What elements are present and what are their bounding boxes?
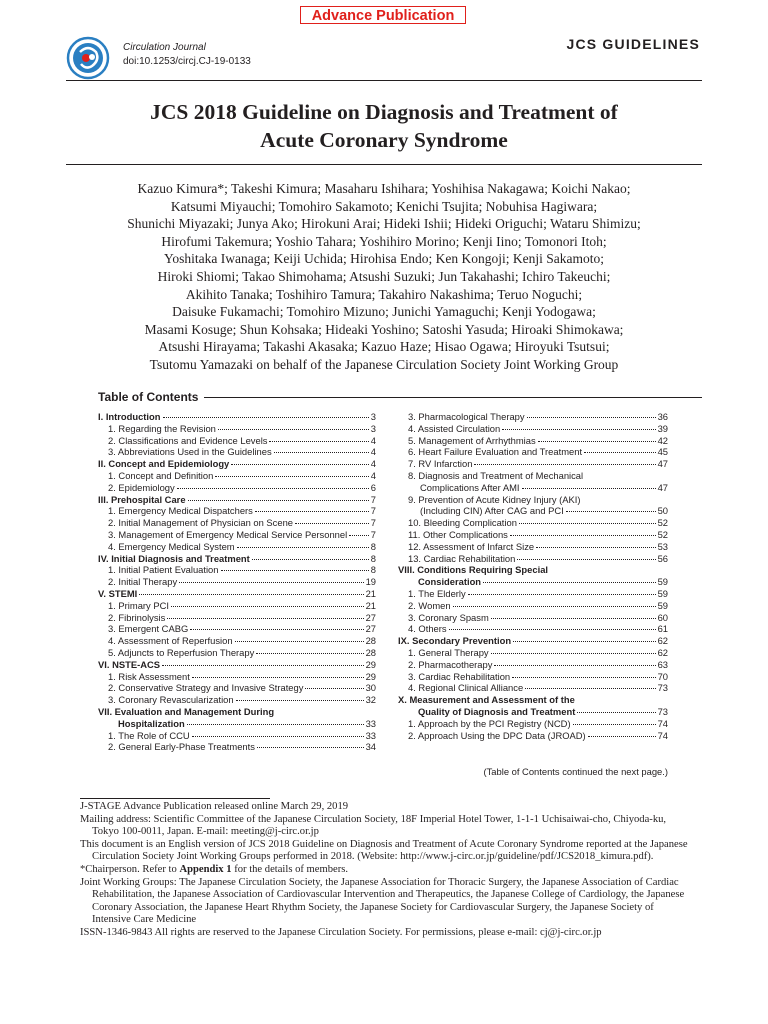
toc-entry[interactable]: [98, 458, 376, 470]
toc-entry[interactable]: [98, 623, 376, 635]
advance-publication-banner: Advance Publication: [300, 6, 466, 24]
toc-entry-page: 74: [657, 717, 668, 729]
toc-leader: [510, 535, 656, 536]
toc-entry[interactable]: [398, 600, 668, 612]
toc-entry-title: 1. Initial Patient Evaluation: [108, 564, 219, 576]
toc-entry-title: 3. Management of Emergency Medical Service Personnel: [108, 528, 348, 540]
chair-prefix: *Chairperson. Refer to: [80, 863, 180, 875]
toc-entry-title: Hospitalization: [118, 717, 185, 729]
toc-entry[interactable]: [98, 423, 376, 435]
toc-entry[interactable]: [398, 494, 668, 506]
journal-info: [123, 41, 251, 69]
author-line: Hiroki Shiomi; Takao Shimohama; Atsushi Suzuki; Jun Takahashi; Ichiro Takeuchi;: [157, 268, 611, 284]
toc-entry-title: 3. Emergent CABG: [108, 623, 189, 635]
toc-leader: [231, 464, 369, 465]
toc-entry-page: 32: [365, 694, 376, 706]
toc-leader: [468, 594, 656, 595]
toc-entry-page: 8: [370, 564, 376, 576]
toc-leader: [274, 452, 369, 453]
toc-leader: [527, 417, 656, 418]
footnote-chair: [80, 864, 688, 877]
toc-entry-page: 52: [657, 517, 668, 529]
toc-entry-page: 6: [370, 481, 376, 493]
author-line: Katsumi Miyauchi; Tomohiro Sakamoto; Kenichi Tsujita; Nobuhisa Hagiwara;: [170, 198, 598, 214]
toc-entry[interactable]: [98, 411, 376, 423]
toc-entry[interactable]: [398, 647, 668, 659]
toc-leader: [588, 736, 656, 737]
toc-entry-title: 9. Prevention of Acute Kidney Injury (AKI): [408, 493, 581, 505]
toc-entry-title: 1. The Role of CCU: [108, 729, 190, 741]
toc-leader: [577, 712, 655, 713]
toc-entry-page: 3: [370, 411, 376, 422]
toc-entry-page: 73: [657, 682, 668, 694]
toc-entry-title: 4. Assessment of Reperfusion: [108, 635, 233, 647]
toc-entry[interactable]: [398, 588, 668, 600]
author-line: Kazuo Kimura*; Takeshi Kimura; Masaharu Ishihara; Yoshihisa Nakagawa; Koichi Nakao;: [137, 181, 631, 196]
toc-entry-title: 1. Approach by the PCI Registry (NCD): [408, 717, 571, 729]
toc-entry-page: 7: [370, 493, 376, 505]
toc-entry[interactable]: [98, 553, 376, 565]
toc-entry[interactable]: [398, 446, 668, 458]
toc-entry-title: 3. Coronary Spasm: [408, 611, 489, 623]
toc-entry[interactable]: [98, 435, 376, 447]
toc-entry-title: 1. The Elderly: [408, 587, 466, 599]
toc-entry-page: 70: [657, 670, 668, 682]
toc-entry[interactable]: [398, 718, 668, 730]
toc-leader: [269, 441, 368, 442]
toc-leader: [474, 464, 655, 465]
toc-entry[interactable]: [398, 623, 668, 635]
appendix-link[interactable]: Appendix 1: [179, 863, 232, 875]
toc-entry-page: 8: [370, 540, 376, 552]
toc-entry[interactable]: [98, 470, 376, 482]
toc-entry-page: 27: [365, 623, 376, 635]
toc-entry-page: 7: [370, 528, 376, 540]
toc-leader: [171, 606, 364, 607]
toc-entry-title: 2. Fibrinolysis: [108, 611, 166, 623]
toc-leader: [517, 559, 655, 560]
toc-leader: [491, 618, 656, 619]
toc-entry-page: 47: [657, 458, 668, 470]
toc-leader: [235, 641, 364, 642]
toc-entry-title: V. STEMI: [98, 587, 138, 599]
toc-entry-title: 7. RV Infarction: [408, 458, 473, 470]
toc-entry-title: 13. Cardiac Rehabilitation: [408, 552, 516, 564]
toc-leader: [584, 452, 656, 453]
toc-entry[interactable]: [98, 659, 376, 671]
toc-entry-title: I. Introduction: [98, 411, 161, 422]
toc-entry[interactable]: [398, 458, 668, 470]
toc-entry[interactable]: [398, 411, 668, 423]
toc-entry-title: 3. Abbreviations Used in the Guidelines: [108, 446, 272, 458]
toc-entry-title: 2. Initial Management of Physician on Scene: [108, 517, 294, 529]
toc-entry[interactable]: [98, 647, 376, 659]
toc-entry-title: IX. Secondary Prevention: [398, 635, 512, 647]
title-divider: [66, 164, 702, 165]
toc-entry-title: Consideration: [418, 576, 482, 588]
toc-leader: [255, 511, 369, 512]
toc-leader: [215, 476, 369, 477]
toc-leader: [573, 724, 656, 725]
toc-entry-title: 1. General Therapy: [408, 646, 489, 658]
footnote-divider: [80, 798, 270, 799]
toc-entry-page: 29: [365, 658, 376, 670]
toc-entry[interactable]: [398, 423, 668, 435]
toc-entry-page: 59: [657, 599, 668, 611]
toc-entry[interactable]: [398, 682, 668, 694]
toc-entry-title: VII. Evaluation and Management During: [98, 705, 275, 717]
toc-entry-title: 8. Diagnosis and Treatment of Mechanical: [408, 469, 584, 481]
toc-entry-page: 33: [365, 717, 376, 729]
toc-entry-page: 4: [370, 434, 376, 446]
chair-suffix: for the details of members.: [231, 863, 349, 875]
toc-entry-title: 1. Emergency Medical Dispatchers: [108, 505, 253, 517]
toc-entry-title: 11. Other Complications: [408, 528, 508, 540]
author-line: Shunichi Miyazaki; Junya Ako; Hirokuni Arai; Hideki Ishii; Hideki Origuchi; Wataru Shimizu;: [127, 216, 641, 232]
toc-entry[interactable]: [398, 612, 668, 624]
toc-entry-page: 56: [657, 552, 668, 564]
toc-entry-page: 19: [365, 576, 376, 588]
toc-entry-page: 50: [657, 505, 668, 517]
toc-entry-title: 4. Assisted Circulation: [408, 422, 501, 434]
toc-leader: [494, 665, 655, 666]
toc-entry-page: 36: [657, 411, 668, 422]
toc-entry-title: 5. Management of Arrhythmias: [408, 434, 536, 446]
toc-leader: [305, 688, 363, 689]
toc-entry-page: 4: [370, 458, 376, 470]
toc-leader: [295, 523, 369, 524]
toc-entry[interactable]: [98, 730, 376, 742]
toc-entry[interactable]: [398, 482, 668, 494]
toc-leader: [483, 582, 656, 583]
toc-entry[interactable]: [98, 682, 376, 694]
toc-column-right: [398, 411, 668, 741]
toc-leader: [167, 618, 363, 619]
toc-entry[interactable]: [98, 482, 376, 494]
toc-entry[interactable]: [398, 505, 668, 517]
title-line: Acute Coronary Syndrome: [260, 128, 508, 152]
footnote-mailing: Mailing address: Scientific Committee of the Japanese Circulation Society, 18F Imperial Hotel Tower, 1-1-1 Uchisaiwai-cho, Chiyoda-ku, Tokyo 100-0011, Japan. E-mail: meeting@j-circ.or.jp: [80, 813, 667, 838]
toc-entry-title: 12. Assessment of Infarct Size: [408, 540, 535, 552]
toc-entry-title: 2. Epidemiology: [108, 481, 175, 493]
toc-leader: [257, 747, 364, 748]
toc-leader: [453, 606, 656, 607]
footnote-english-version: This document is an English version of JCS 2018 Guideline on Diagnosis and Treatment of Acute Coronary Syndrome reported at the Japanese Circulation Society Joint Working Groups performed in 2018. (Website: http://www.j-circ.or.jp/guideline/pdf/JCS2018_kimura.pdf).: [80, 838, 688, 863]
toc-entry-page: 28: [365, 635, 376, 647]
toc-entry[interactable]: [98, 706, 376, 718]
toc-entry-page: 62: [657, 646, 668, 658]
toc-leader: [519, 523, 656, 524]
toc-entry-title: III. Prehospital Care: [98, 493, 186, 505]
toc-entry-page: 27: [365, 611, 376, 623]
toc-entry[interactable]: [98, 671, 376, 683]
toc-entry-title: 1. Risk Assessment: [108, 670, 190, 682]
toc-heading: [98, 388, 702, 406]
title-line: JCS 2018 Guideline on Diagnosis and Treatment of: [150, 100, 618, 124]
toc-entry-title: X. Measurement and Assessment of the: [398, 694, 575, 706]
toc-entry-title: Complications After AMI: [420, 481, 520, 493]
journal-name: Circulation Journal: [123, 42, 206, 53]
toc-entry-title: 2. Conservative Strategy and Invasive Strategy: [108, 682, 304, 694]
toc-entry[interactable]: [398, 541, 668, 553]
author-line: Daisuke Fukamachi; Tomohiro Mizuno; Junichi Yamaguchi; Kenji Yodogawa;: [172, 304, 596, 320]
journal-doi[interactable]: doi:10.1253/circj.CJ-19-0133: [123, 56, 251, 67]
toc-entry-title: 2. Approach Using the DPC Data (JROAD): [408, 729, 586, 741]
toc-leader: [192, 677, 364, 678]
toc-entry[interactable]: [398, 706, 668, 718]
toc-entry-title: Quality of Diagnosis and Treatment: [418, 705, 576, 717]
toc-entry[interactable]: [98, 576, 376, 588]
toc-entry[interactable]: [98, 718, 376, 730]
toc-entry-page: 4: [370, 446, 376, 458]
toc-leader: [449, 629, 656, 630]
toc-entry-page: 8: [370, 552, 376, 564]
toc-entry-page: 61: [657, 623, 668, 635]
toc-leader: [536, 547, 655, 548]
toc-entry-page: 62: [657, 635, 668, 647]
toc-leader: [221, 570, 369, 571]
toc-leader: [236, 700, 364, 701]
toc-leader: [522, 488, 656, 489]
toc-entry-page: 59: [657, 587, 668, 599]
toc-entry[interactable]: [398, 470, 668, 482]
toc-leader: [491, 653, 656, 654]
toc-entry-page: 21: [365, 599, 376, 611]
toc-entry[interactable]: [398, 564, 668, 576]
toc-entry-page: 74: [657, 729, 668, 741]
toc-leader: [566, 511, 656, 512]
toc-entry-title: (Including CIN) After CAG and PCI: [420, 505, 564, 517]
toc-entry[interactable]: [98, 741, 376, 753]
toc-entry-title: 10. Bleeding Complication: [408, 517, 517, 529]
toc-heading-label: Table of Contents: [98, 390, 204, 404]
toc-entry-page: 7: [370, 517, 376, 529]
toc-leader: [190, 629, 363, 630]
toc-entry-page: 63: [657, 658, 668, 670]
toc-entry-title: 3. Coronary Revascularization: [108, 694, 234, 706]
toc-entry-page: 29: [365, 670, 376, 682]
toc-leader: [162, 665, 364, 666]
author-list: [66, 180, 702, 374]
toc-entry-title: 2. Classifications and Evidence Levels: [108, 434, 268, 446]
header-divider: [66, 80, 702, 81]
toc-column-left: [98, 411, 376, 753]
toc-entry[interactable]: [98, 505, 376, 517]
toc-entry[interactable]: [398, 659, 668, 671]
toc-entry-page: 34: [365, 741, 376, 753]
toc-leader: [188, 500, 369, 501]
toc-entry-title: 4. Regional Clinical Alliance: [408, 682, 524, 694]
toc-entry-title: IV. Initial Diagnosis and Treatment: [98, 552, 250, 564]
toc-entry-page: 73: [657, 705, 668, 717]
toc-entry-page: 33: [365, 729, 376, 741]
toc-leader: [256, 653, 363, 654]
toc-entry-page: 4: [370, 469, 376, 481]
toc-entry-title: 1. Primary PCI: [108, 599, 169, 611]
toc-leader: [237, 547, 369, 548]
toc-entry-title: 4. Others: [408, 623, 447, 635]
toc-entry[interactable]: [98, 600, 376, 612]
toc-entry[interactable]: [398, 553, 668, 565]
section-label: JCS GUIDELINES: [566, 36, 700, 52]
toc-entry[interactable]: [98, 635, 376, 647]
toc-entry[interactable]: [398, 671, 668, 683]
toc-entry[interactable]: [98, 541, 376, 553]
toc-entry-title: 2. Pharmacotherapy: [408, 658, 493, 670]
toc-leader: [538, 441, 656, 442]
toc-entry-page: 59: [657, 576, 668, 588]
toc-leader: [179, 582, 363, 583]
toc-entry-title: 5. Adjuncts to Reperfusion Therapy: [108, 646, 255, 658]
toc-entry[interactable]: [98, 612, 376, 624]
toc-entry[interactable]: [98, 588, 376, 600]
toc-entry-page: 7: [370, 505, 376, 517]
toc-entry-title: II. Concept and Epidemiology: [98, 458, 230, 470]
toc-entry-title: 1. Concept and Definition: [108, 469, 214, 481]
toc-entry[interactable]: [98, 529, 376, 541]
author-line: Akihito Tanaka; Toshihiro Tamura; Takahiro Nakashima; Teruo Noguchi;: [185, 286, 583, 302]
author-line: Hirofumi Takemura; Yoshio Tahara; Yoshihiro Morino; Kenji Iino; Tomonori Itoh;: [161, 233, 607, 249]
toc-entry-page: 42: [657, 434, 668, 446]
toc-leader: [192, 736, 364, 737]
toc-entry-page: 52: [657, 528, 668, 540]
toc-entry[interactable]: [398, 576, 668, 588]
toc-entry[interactable]: [398, 517, 668, 529]
toc-entry-title: VI. NSTE-ACS: [98, 658, 160, 670]
author-line: Tsutomu Yamazaki on behalf of the Japanese Circulation Society Joint Working Group: [149, 356, 619, 372]
toc-leader: [139, 594, 363, 595]
toc-entry[interactable]: [398, 694, 668, 706]
toc-entry[interactable]: [98, 564, 376, 576]
toc-leader: [512, 677, 655, 678]
toc-leader: [163, 417, 369, 418]
toc-entry-page: 3: [370, 422, 376, 434]
toc-entry[interactable]: [398, 730, 668, 742]
toc-entry-title: 2. Initial Therapy: [108, 576, 178, 588]
toc-entry-page: 28: [365, 646, 376, 658]
toc-entry-title: 1. Regarding the Revision: [108, 422, 216, 434]
footnote-working-groups: Joint Working Groups: The Japanese Circulation Society, the Japanese Association for Thoracic Surgery, the Japanese Association of Cardiac Rehabilitation, the Japanese Association of Cardiovascular Intervention and Therapeutics, the Japanese College of Cardiology, the Japanese Coronary Association, the Japanese Heart Rhythm Society, the Japanese Society for Cardiovascular Surgery, the Japanese Society of Intensive Care Medicine: [80, 876, 685, 926]
toc-entry-title: VIII. Conditions Requiring Special: [398, 564, 549, 576]
toc-entry[interactable]: [98, 494, 376, 506]
toc-entry-title: 3. Cardiac Rehabilitation: [408, 670, 511, 682]
toc-entry-page: 21: [365, 587, 376, 599]
toc-leader: [218, 429, 369, 430]
toc-entry-page: 60: [657, 611, 668, 623]
footnote-released: J-STAGE Advance Publication released online March 29, 2019: [80, 801, 349, 812]
toc-leader: [525, 688, 655, 689]
toc-leader: [349, 535, 369, 536]
toc-entry-title: 4. Emergency Medical System: [108, 540, 235, 552]
footnote-issn: ISSN-1346-9843 All rights are reserved to the Japanese Circulation Society. For permissions, please e-mail: cj@j-circ.or.jp: [80, 926, 602, 938]
toc-entry-page: 39: [657, 422, 668, 434]
toc-entry-page: 47: [657, 481, 668, 493]
toc-leader: [187, 724, 364, 725]
toc-entry[interactable]: [398, 435, 668, 447]
toc-leader: [252, 559, 369, 560]
toc-entry[interactable]: [398, 529, 668, 541]
toc-entry-title: 2. Women: [408, 599, 451, 611]
toc-entry[interactable]: [98, 446, 376, 458]
toc-entry-page: 30: [365, 682, 376, 694]
toc-entry-title: 2. General Early-Phase Treatments: [108, 741, 255, 753]
toc-entry[interactable]: [398, 635, 668, 647]
toc-entry[interactable]: [98, 694, 376, 706]
author-line: Atsushi Hirayama; Takashi Akasaka; Kazuo Haze; Hisao Ogawa; Hiroyuki Tsutsui;: [158, 339, 610, 355]
toc-entry-page: 45: [657, 446, 668, 458]
toc-entry-title: 6. Heart Failure Evaluation and Treatment: [408, 446, 583, 458]
toc-entry-title: 3. Pharmacological Therapy: [408, 411, 525, 422]
author-line: Masami Kosuge; Shun Kohsaka; Hideaki Yoshino; Satoshi Yasuda; Hiroaki Shimokawa;: [144, 321, 624, 337]
toc-leader: [177, 488, 369, 489]
toc-leader: [502, 429, 655, 430]
footnotes: [80, 801, 688, 940]
toc-entry[interactable]: [98, 517, 376, 529]
author-line: Yoshitaka Iwanaga; Keiji Uchida; Hirohisa Endo; Ken Kongoji; Kenji Sakamoto;: [164, 251, 604, 267]
page-title: [66, 98, 702, 154]
toc-continued-note: (Table of Contents continued the next page.): [483, 766, 668, 777]
toc-entry-page: 53: [657, 540, 668, 552]
toc-leader: [513, 641, 656, 642]
circulation-journal-logo-icon: [66, 36, 110, 80]
